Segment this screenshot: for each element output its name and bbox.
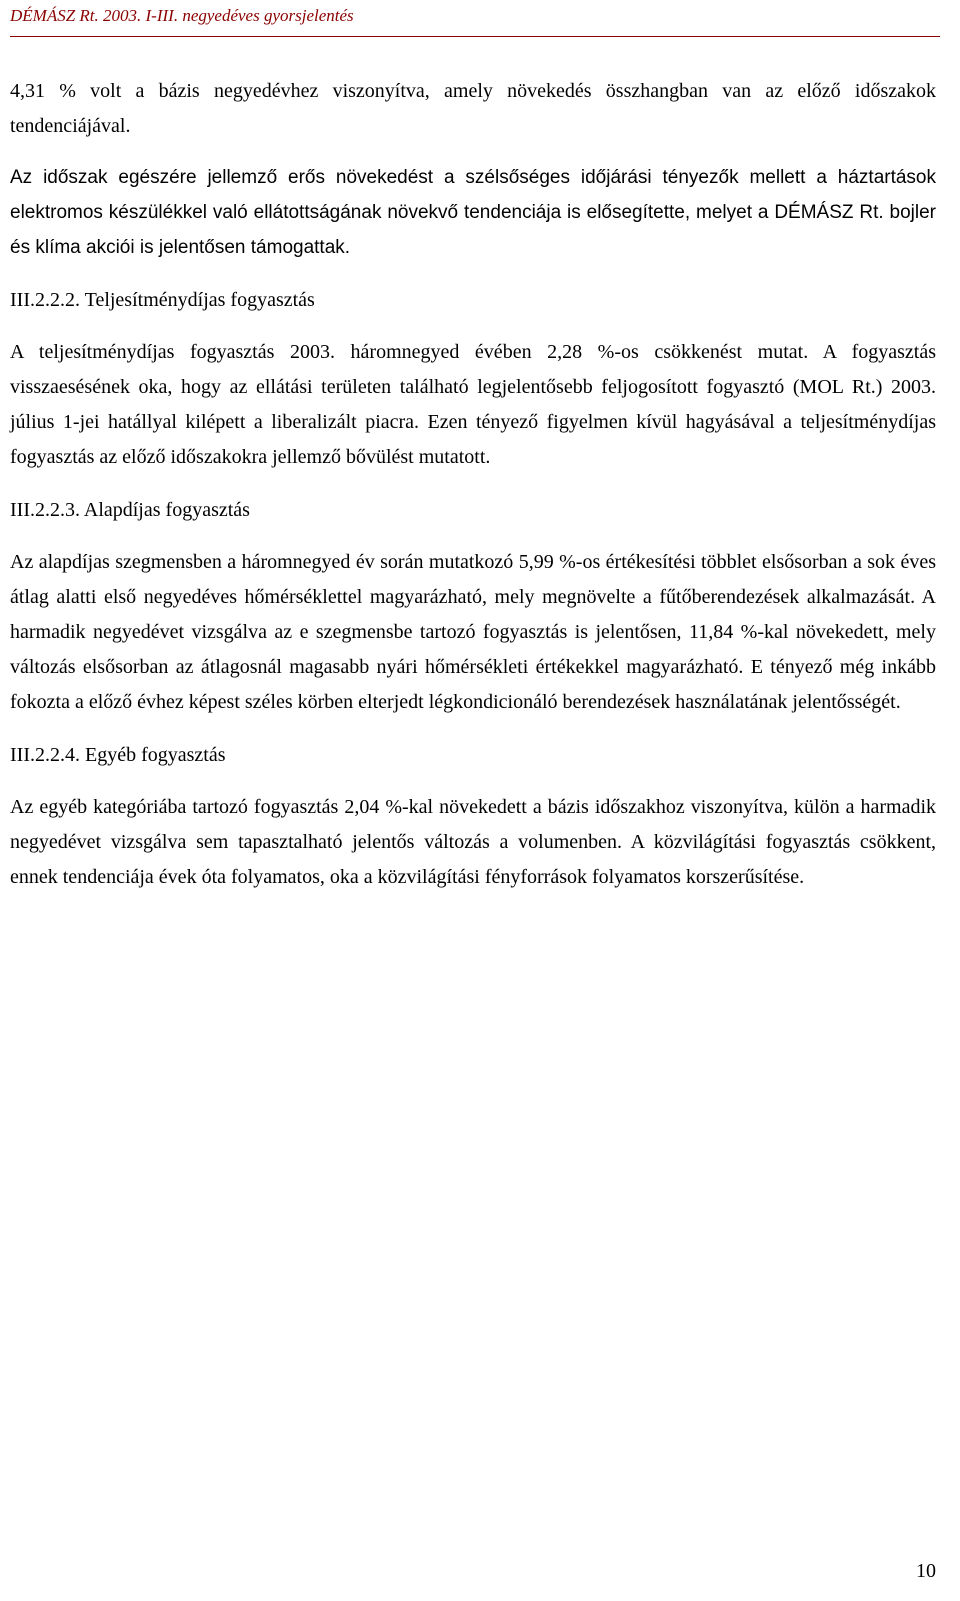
paragraph-base-fee: Az alapdíjas szegmensben a háromnegyed év során mutatkozó 5,99 %-os értékesítési többlet elsősorban a sok éves átlag alatti első negyedéves hőmérséklettel magyarázható, mely megnövelte a fűtőberendezések alkalmazását. A harmadik negyedévet vizsgálva az e szegmensbe tartozó fogyasztás is jelentősen, 11,84 %-kal növekedett, mely változás elsősorban az átlagosnál magasabb nyári hőmérsékleti értékekkel magyarázható. E tényező még inkább fokozta a előző évhez képest széles körben elterjedt légkondicionáló berendezések használatának jelentősségét. [10, 551, 936, 713]
section-heading-base-fee: III.2.2.3. Alapdíjas fogyasztás [10, 499, 250, 521]
header-divider [10, 36, 940, 37]
paragraph-continuation: 4,31 % volt a bázis negyedévhez viszonyítva, amely növekedés összhangban van az előző időszakok tendenciájával. [10, 80, 936, 137]
page-header [10, 4, 940, 40]
section-heading-other: III.2.2.4. Egyéb fogyasztás [10, 744, 226, 766]
header-title: DÉMÁSZ Rt. 2003. I-III. negyedéves gyorsjelentés [10, 6, 354, 25]
paragraph-household-growth: Az időszak egészére jellemző erős növekedést a szélsőséges időjárási tényezők mellett a háztartások elektromos készülékkel való ellátottságának növekvő tendenciája is elősegítette, melyet a DÉMÁSZ Rt. bojler és klíma akciói is jelentősen támogattak. [10, 167, 936, 258]
section-heading-capacity-fee: III.2.2.2. Teljesítménydíjas fogyasztás [10, 289, 315, 311]
document-body [10, 74, 936, 913]
paragraph-capacity-fee: A teljesítménydíjas fogyasztás 2003. háromnegyed évében 2,28 %-os csökkenést mutat. A fogyasztás visszaesésének oka, hogy az ellátási területen található legjelentősebb feljogosított fogyasztó (MOL Rt.) 2003. július 1-jei hatállyal kilépett a liberalizált piacra. Ezen tényező figyelmen kívül hagyásával a teljesítménydíjas fogyasztás az előző időszakokra jellemző bővülést mutatott. [10, 341, 936, 468]
page-number: 10 [916, 1560, 936, 1582]
paragraph-other: Az egyéb kategóriába tartozó fogyasztás 2,04 %-kal növekedett a bázis időszakhoz viszonyítva, külön a harmadik negyedévet vizsgálva sem tapasztalható jelentős változás a volumenben. A közvilágítási fogyasztás csökkent, ennek tendenciája évek óta folyamatos, oka a közvilágítási fényforrások folyamatos korszerűsítése. [10, 796, 936, 888]
